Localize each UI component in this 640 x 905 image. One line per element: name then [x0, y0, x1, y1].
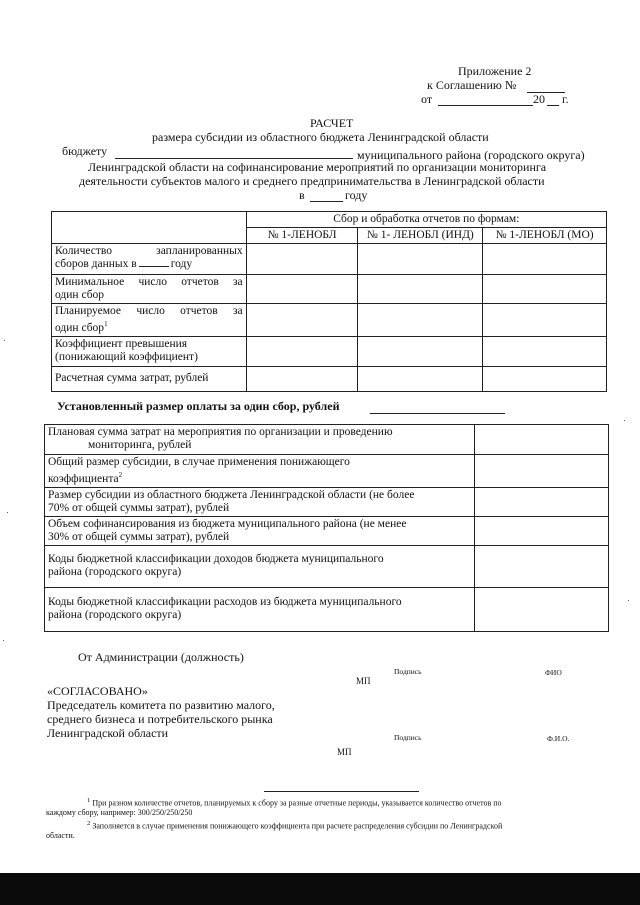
table-row: [45, 455, 609, 488]
table-row: [45, 516, 609, 545]
data-cell[interactable]: [358, 366, 483, 391]
row-label: Коды бюджетной классификации доходов бюджета муниципального района (городского округа): [45, 545, 475, 587]
fee-label: Установленный размер оплаты за один сбор, рублей: [57, 399, 340, 413]
stamp-label: МП: [356, 676, 371, 686]
data-cell[interactable]: [358, 244, 483, 275]
table-row: [52, 304, 607, 337]
scan-speckle: [7, 512, 8, 513]
data-cell[interactable]: [246, 244, 358, 275]
reports-table: [51, 211, 607, 392]
year-blank-line: [310, 201, 343, 202]
row-label: Расчетная сумма затрат, рублей: [52, 366, 247, 391]
data-cell[interactable]: [246, 366, 358, 391]
data-cell[interactable]: [475, 587, 609, 631]
title-line2-prefix: бюджету: [62, 144, 108, 158]
chair-line2: среднего бизнеса и потребительского рынка: [47, 712, 273, 726]
agreed-label: «СОГЛАСОВАНО»: [47, 684, 148, 698]
table-row: [52, 336, 607, 366]
data-cell[interactable]: [246, 336, 358, 366]
title-line5-suffix: году: [345, 188, 368, 202]
data-cell[interactable]: [475, 425, 609, 455]
fee-value-line[interactable]: [370, 413, 505, 414]
row-label: Планируемое число отчетов за один сбор$^1$: [52, 304, 247, 337]
table-row: [45, 487, 609, 516]
data-cell[interactable]: [475, 487, 609, 516]
row-label: Плановая сумма затрат на мероприятия по организации и проведению мониторинга, рублей: [45, 425, 475, 455]
table-row: [52, 275, 607, 304]
row-label: Коэффициент превышения (понижающий коэффициент): [52, 336, 247, 366]
date-year: 20: [533, 92, 545, 106]
data-cell[interactable]: [475, 545, 609, 587]
table-row: [52, 244, 607, 275]
data-cell[interactable]: [246, 304, 358, 337]
data-cell[interactable]: [475, 455, 609, 488]
data-cell[interactable]: [483, 304, 607, 337]
data-cell[interactable]: [246, 275, 358, 304]
data-cell[interactable]: [483, 244, 607, 275]
row-label: Общий размер субсидии, в случае применения понижающего коэффициента$^2$: [45, 455, 475, 488]
column-header: № 1-ЛЕНОБЛ: [246, 228, 358, 244]
document-title: РАСЧЕТ: [310, 116, 354, 130]
table-row: [45, 587, 609, 631]
data-cell[interactable]: [483, 336, 607, 366]
table-row: [52, 366, 607, 391]
title-line3: Ленинградской области на софинансирование мероприятий по организации мониторинга: [88, 160, 547, 174]
chair-line1: Председатель комитета по развитию малого,: [47, 698, 275, 712]
scan-border: [0, 873, 640, 905]
scan-speckle: [4, 340, 5, 341]
scan-speckle: [624, 420, 625, 421]
signature-caption: Подпись: [394, 667, 422, 676]
data-cell[interactable]: [358, 336, 483, 366]
footnote-1-cont: каждому сбору, например: 300/250/250/250: [46, 808, 193, 817]
signature-caption: Подпись: [394, 733, 422, 742]
admin-position-label: От Администрации (должность): [78, 650, 244, 664]
table-row: [45, 545, 609, 587]
table-row: [45, 425, 609, 455]
appendix-label: Приложение 2: [458, 64, 532, 78]
scan-speckle: [3, 640, 4, 641]
title-line2-suffix: муниципального района (городского округа): [357, 148, 585, 162]
row-label: Минимальное число отчетов за один сбор: [52, 275, 247, 304]
row-label: Коды бюджетной классификации расходов из бюджета муниципального района (городского округа): [45, 587, 475, 631]
data-cell[interactable]: [358, 304, 483, 337]
data-cell[interactable]: [483, 366, 607, 391]
agreement-label: к Соглашению №: [427, 78, 517, 92]
table-corner-cell: [52, 212, 247, 244]
column-header: № 1-ЛЕНОБЛ (МО): [483, 228, 607, 244]
fio-caption: ФИО: [545, 668, 562, 677]
date-prefix: от: [421, 92, 433, 106]
scan-speckle: [628, 600, 629, 601]
data-cell[interactable]: [483, 275, 607, 304]
title-line1: размера субсидии из областного бюджета Ленинградской области: [152, 130, 489, 144]
footnote-separator: [264, 791, 419, 792]
footnote-2: $^2$ Заполняется в случае применения понижающего коэффициента при расчете распределения субсидии по Ленинградской: [87, 820, 503, 831]
stamp-label: МП: [337, 747, 352, 757]
data-cell[interactable]: [475, 516, 609, 545]
year-line: [547, 105, 559, 106]
date-line: [438, 105, 533, 106]
row-label: Количество запланированных сборов данных в году: [52, 244, 247, 275]
title-line4: деятельности субъектов малого и среднего предпринимательства в Ленинградской области: [79, 174, 545, 188]
fio-caption: Ф.И.О.: [547, 734, 570, 743]
forms-group-header: Сбор и обработка отчетов по формам:: [246, 212, 606, 228]
row-label: Объем софинансирования из бюджета муниципального района (не менее 30% от общей суммы затрат), рублей: [45, 516, 475, 545]
chair-line3: Ленинградской области: [47, 726, 169, 740]
title-line5-prefix: в: [299, 188, 305, 202]
subsidy-table: [44, 424, 609, 632]
column-header: № 1- ЛЕНОБЛ (ИНД): [358, 228, 483, 244]
data-cell[interactable]: [358, 275, 483, 304]
footnote-1: $^1$ При разном количестве отчетов, планируемых к сбору за разные отчетные периоды, указывается количество отчетов по: [87, 797, 502, 808]
footnote-2-cont: области.: [46, 831, 75, 840]
date-suffix: г.: [562, 92, 569, 106]
row-label: Размер субсидии из областного бюджета Ленинградской области (не более 70% от общей суммы затрат), рублей: [45, 487, 475, 516]
budget-name-line: [115, 158, 353, 159]
